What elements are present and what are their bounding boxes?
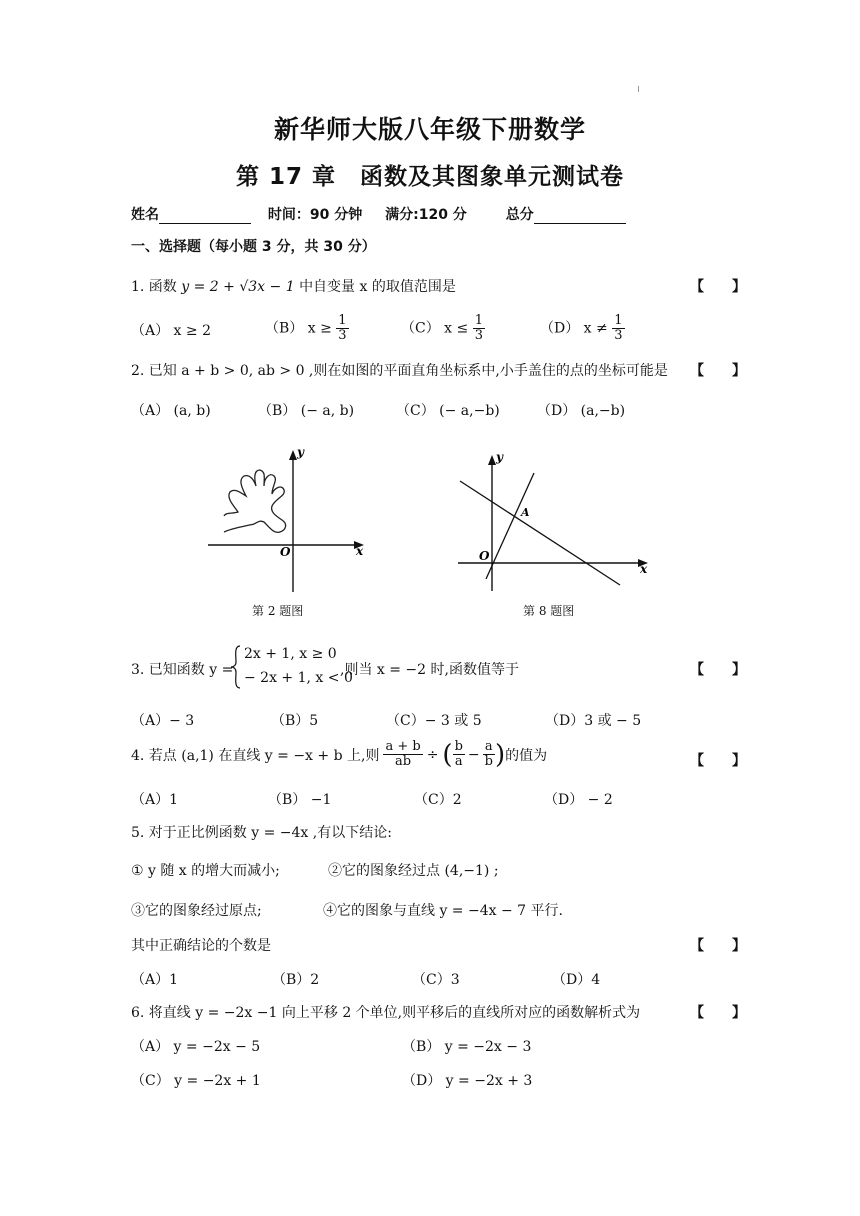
q6-option-d: （D） y = −2x + 3: [402, 1073, 533, 1089]
figure-q8: [450, 445, 660, 600]
y-axis-arrow: [488, 455, 496, 465]
q1-formula: y = 2 + √3x − 1: [181, 279, 295, 295]
q4-option-d: （D） − 2: [544, 792, 613, 808]
q3-option-c: （C）− 3 或 5: [386, 713, 482, 729]
q3-answer-bracket: 【 】: [690, 662, 746, 678]
question-1-stem: [131, 276, 456, 296]
q5-option-c: （C）3: [412, 972, 460, 988]
q3-option-a: （A）− 3: [131, 713, 195, 729]
q4-fraction-2: [453, 740, 465, 769]
q1-stem-post: 中自变量 x 的取值范围是: [299, 279, 456, 295]
q1-option-c: [401, 314, 485, 343]
q5-conclusion-4: ④它的图象与直线 y = −4x − 7 平行.: [323, 903, 563, 919]
point-a-label: A: [521, 506, 530, 519]
x-axis-label: x: [356, 544, 364, 558]
fig2-caption-text: 第 2 题图: [252, 604, 304, 618]
right-paren: ): [494, 739, 506, 770]
left-paren: (: [442, 739, 453, 770]
fraction-denominator: a: [454, 754, 463, 769]
time-label: 时间：90 分钟: [267, 207, 363, 223]
q3-stem-pre: 3. 已知函数 y =: [131, 662, 234, 678]
fraction-denominator: b: [484, 754, 493, 769]
fraction-numerator: 1: [614, 313, 623, 328]
q5-option-a: （A）1: [131, 972, 179, 988]
fraction-denominator: 3: [614, 328, 623, 343]
q5-conclusion-2: ②它的图象经过点 (4,−1) ;: [328, 863, 499, 879]
q6-option-a: （A） y = −2x − 5: [131, 1039, 261, 1055]
q1-option-c-text: （C） x ≤: [401, 320, 469, 337]
minus-sign: −: [467, 746, 480, 763]
fraction-numerator: a + b: [385, 739, 421, 754]
q4-fraction-1: [383, 740, 422, 769]
q2-option-c: （C） (− a,−b): [396, 403, 500, 419]
q2-option-a: （A） (a, b): [131, 403, 211, 419]
question-4-stem: [131, 740, 547, 769]
origin-label: O: [479, 549, 490, 563]
y-axis-label: y: [496, 450, 503, 464]
q1-option-d: [540, 314, 625, 343]
q3-stem-post: ,则当 x = −2 时,函数值等于: [340, 662, 519, 678]
total-blank: [534, 209, 626, 224]
q4-option-b: （B） −1: [268, 792, 332, 808]
q3-brace: [230, 644, 242, 690]
divide-sign: ÷: [426, 746, 439, 763]
question-2-stem: 2. 已知 a + b > 0, ab > 0 ,则在如图的平面直角坐标系中,小手盖住的点的坐标可能是: [131, 363, 668, 379]
decreasing-line: [460, 481, 620, 585]
y-axis-label: y: [297, 445, 304, 459]
q5-conclusion-3: ③它的图象经过原点;: [131, 903, 262, 919]
q1-option-b-fraction: [336, 314, 348, 343]
q4-stem-pre: 4. 若点 (a,1) 在直线 y = −x + b 上,则: [131, 747, 380, 764]
q1-option-b: [265, 314, 349, 343]
q2-option-d: （D） (a,−b): [537, 403, 626, 419]
q6-option-b: （B） y = −2x − 3: [402, 1039, 532, 1055]
exam-title: 新华师大版八年级下册数学: [273, 115, 586, 144]
q6-answer-bracket: 【 】: [690, 1005, 746, 1021]
q5-option-d: （D）4: [552, 972, 601, 988]
q1-option-c-fraction: [473, 314, 485, 343]
q5-answer-bracket: 【 】: [690, 938, 746, 954]
name-label: 姓名: [131, 207, 159, 223]
q3-piece-1: 2x + 1, x ≥ 0: [244, 646, 337, 662]
q1-option-a: （A） x ≥ 2: [131, 323, 211, 339]
fraction-numerator: 1: [338, 313, 347, 328]
name-blank: [159, 209, 251, 224]
question-5-stem: 5. 对于正比例函数 y = −4x ,有以下结论:: [131, 825, 392, 841]
section-title: 一、选择题（每小题 3 分，共 30 分）: [131, 239, 376, 255]
q4-option-a: （A）1: [131, 792, 179, 808]
q5-conclusion-1: ① y 随 x 的增大而减小;: [131, 863, 280, 879]
q2-answer-bracket: 【 】: [690, 363, 746, 379]
q1-option-d-fraction: [612, 314, 624, 343]
fraction-denominator: 3: [474, 328, 483, 343]
q5-option-b: （B）2: [272, 972, 320, 988]
q4-answer-bracket: 【 】: [690, 753, 746, 769]
fraction-numerator: a: [483, 740, 495, 755]
q4-option-c: （C）2: [414, 792, 462, 808]
q2-option-b: （B） (− a, b): [258, 403, 355, 419]
q5-question: 其中正确结论的个数是: [131, 938, 271, 954]
x-axis-label: x: [640, 562, 648, 576]
q1-answer-bracket: 【 】: [690, 279, 746, 295]
q3-option-d: （D）3 或 − 5: [545, 713, 642, 729]
fig8-caption-text: 第 8 题图: [523, 604, 575, 618]
total-label: 总分: [505, 207, 534, 223]
fraction-numerator: 1: [474, 313, 483, 328]
q1-stem-pre: 1. 函数: [131, 279, 177, 295]
figure-q2: [200, 440, 380, 600]
q6-option-c: （C） y = −2x + 1: [131, 1073, 261, 1089]
hand-drawing: [224, 470, 286, 532]
fraction-numerator: b: [454, 739, 463, 754]
y-axis-arrow: [289, 450, 297, 460]
full-score-label: 满分:120 分: [385, 207, 467, 223]
q1-option-d-text: （D） x ≠: [540, 320, 608, 337]
q4-stem-post: 的值为: [505, 747, 548, 764]
q4-fraction-3: [483, 740, 495, 769]
question-6-stem: 6. 将直线 y = −2x −1 向上平移 2 个单位,则平移后的直线所对应的函数解析式为: [131, 1005, 641, 1021]
q3-piece-2: − 2x + 1, x < 0: [244, 670, 353, 686]
fraction-denominator: ab: [395, 754, 412, 769]
margin-mark: [638, 86, 639, 92]
q1-option-b-text: （B） x ≥: [265, 320, 332, 337]
q3-option-b: （B）5: [271, 713, 319, 729]
origin-label: O: [280, 545, 291, 559]
exam-info-line: [131, 204, 626, 224]
chapter-title: 第 17 章 函数及其图象单元测试卷: [235, 164, 625, 190]
fraction-denominator: 3: [338, 328, 347, 343]
